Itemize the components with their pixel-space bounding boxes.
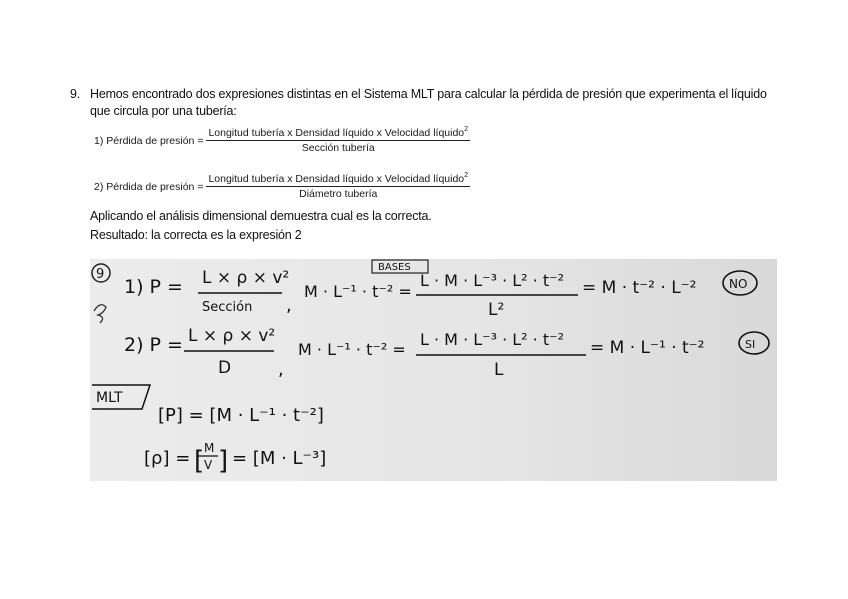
question-block — [70, 86, 790, 120]
formula-1-numerator: Longitud tubería x Densidad líquido x Velocidad líquido$^2$ — [208, 126, 469, 139]
formula-2-lhs: 2) Pérdida de presión = — [94, 180, 204, 193]
handwritten-solution-drawing — [90, 259, 777, 481]
hw-comma-2: , — [278, 359, 284, 380]
formula-2-numerator: Longitud tubería x Densidad líquido x Velocidad líquido$^2$ — [208, 172, 469, 185]
hw-mlt-label: MLT — [96, 390, 123, 406]
hw-f2-dims: M · L⁻¹ · t⁻² = — [298, 340, 406, 359]
hw-mlt-pressure: [P] = [M · L⁻¹ · t⁻²] — [158, 405, 324, 426]
hw-bases-label: BASES — [378, 262, 411, 273]
hw-f2-numerator: L × ρ × v² — [188, 326, 276, 346]
formula-2-exponent: 2 — [464, 172, 469, 179]
hw-f1-denominator: Sección — [202, 300, 253, 315]
hw-mlt-density-lhs: [ρ] = — [144, 448, 191, 469]
instruction-text: Aplicando el análisis dimensional demuestra cual es la correcta. — [90, 209, 432, 223]
handwritten-solution-photo — [90, 259, 777, 481]
hw-mlt-density-num: M — [204, 441, 215, 455]
hw-f1-dims: M · L⁻¹ · t⁻² = — [304, 282, 412, 301]
formula-1-exponent: 2 — [464, 126, 469, 133]
result-text: Resultado: la correcta es la expresión 2 — [90, 228, 302, 242]
hw-question-mark: 9 — [96, 267, 105, 282]
hw-f2-lhs: 2) P = — [124, 334, 183, 356]
hw-f1-verdict: NO — [729, 277, 748, 291]
hw-f2-verdict: SI — [745, 338, 756, 351]
hw-f1-right-numerator: L · M · L⁻³ · L² · t⁻² — [420, 271, 564, 290]
hw-f2-result: = M · L⁻¹ · t⁻² — [590, 338, 705, 358]
check-mark-icon — [94, 305, 106, 323]
hw-mlt-density-den: V — [204, 458, 213, 472]
hw-f2-right-denominator: L — [494, 360, 504, 380]
formula-2-fraction — [206, 173, 470, 200]
hw-f1-lhs: 1) P = — [124, 276, 183, 298]
hw-f1-result: = M · t⁻² · L⁻² — [582, 278, 697, 298]
formula-2 — [94, 173, 470, 200]
question-number: 9. — [70, 87, 81, 101]
hw-mlt-density-rhs: = [M · L⁻³] — [232, 448, 327, 469]
hw-f2-denominator: D — [218, 358, 232, 378]
formula-1-fraction — [206, 127, 470, 154]
hw-f1-right-denominator: L² — [488, 300, 505, 320]
formula-1-lhs: 1) Pérdida de presión = — [94, 134, 204, 147]
question-text: Hemos encontrado dos expresiones distintas en el Sistema MLT para calcular la pérdida de presión que experimenta el líquido que circula por una tubería: — [90, 87, 767, 118]
hw-f2-right-numerator: L · M · L⁻³ · L² · t⁻² — [420, 330, 564, 349]
formula-1-denominator: Sección tubería — [301, 142, 375, 154]
formula-1 — [94, 127, 470, 154]
hw-comma-1: , — [286, 295, 292, 316]
hw-f1-numerator: L × ρ × v² — [202, 268, 290, 288]
hw-bracket-left: [ — [194, 446, 205, 476]
formula-2-denominator: Diámetro tubería — [299, 188, 378, 200]
hw-bracket-right: ] — [218, 446, 229, 476]
